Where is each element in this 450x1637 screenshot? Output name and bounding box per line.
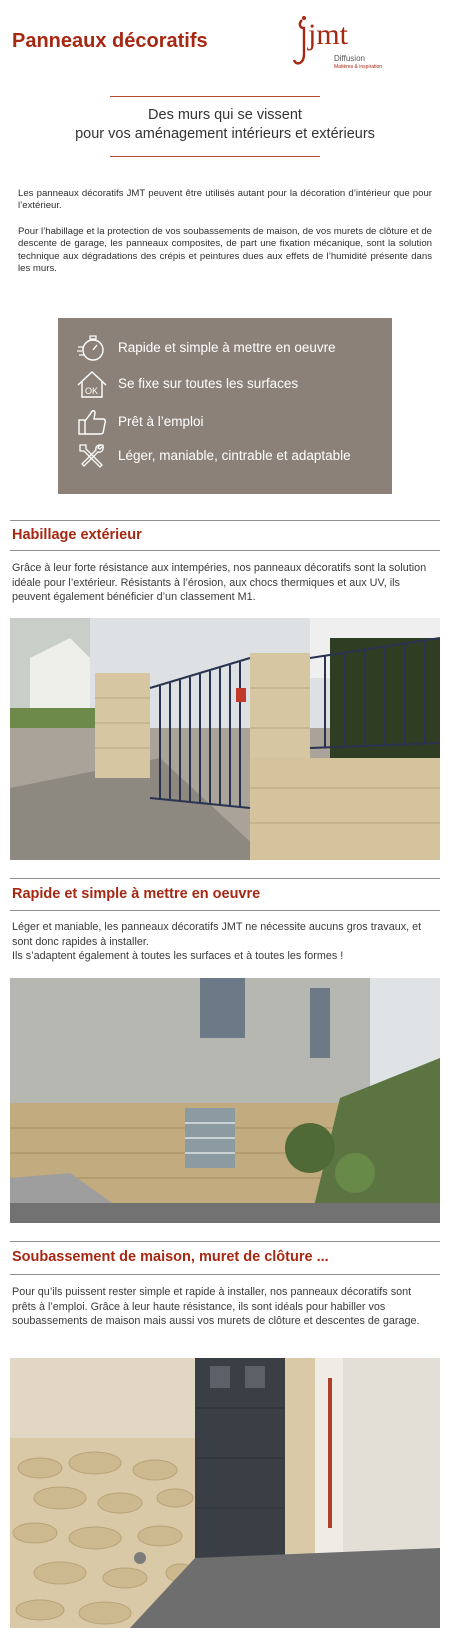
section-1-top-rule [10,520,440,521]
photo-garage-base [10,1358,440,1628]
tagline-line-1: Des murs qui se vissent [148,107,302,123]
tools-icon [76,441,108,471]
jmt-logo[interactable] [292,14,402,74]
feature-label: Prêt à l’emploi [118,414,204,429]
photo-exterior-gate [10,618,440,860]
feature-label: Se fixe sur toutes les surfaces [118,376,299,391]
section-3-text: Pour qu’ils puissent rester simple et rapide à installer, nos panneaux décoratifs sont prêts à l’emploi. Grâce à leur haute résistance, ils sont idéals pour habiller vos soubassements de maison mais aussi vos murets de clôture et descentes de garage. [12,1286,420,1328]
logo-name: Diffusion [334,54,365,63]
features-box [58,318,392,494]
feature-item-surfaces [58,366,392,402]
logo-text: jmt [308,18,349,51]
section-1-text: Grâce à leur forte résistance aux intempéries, nos panneaux décoratifs sont la solution idéale pour l’extérieur. Résistants à l’érosion, aux chocs thermiques et aux UV, ils peuvent également bénéficier d’un classement M1. [12,562,427,604]
feature-item-ready [58,404,392,440]
page-title: Panneaux décoratifs [12,30,208,52]
section-3-title: Soubassement de maison, muret de clôture ... [12,1249,329,1265]
page-header [0,0,450,84]
section-1-title: Habillage extérieur [12,527,142,543]
section-2-bottom-rule [10,910,440,911]
feature-item-light [58,438,392,474]
section-2-title: Rapide et simple à mettre en oeuvre [12,886,261,902]
feature-label: Rapide et simple à mettre en oeuvre [118,340,336,355]
tagline-bottom-rule [110,156,320,157]
section-3-top-rule [10,1241,440,1242]
ok-text: OK [85,386,99,396]
tagline-line-2: pour vos aménagement intérieurs et extérieurs [75,126,375,142]
section-3-bottom-rule [10,1274,440,1275]
tagline-top-rule [110,96,320,97]
section-2-text-2: Ils s’adaptent également à toutes les surfaces et à toutes les formes ! [12,950,344,962]
intro-paragraph-1: Les panneaux décoratifs JMT peuvent être utilisés autant pour la décoration d’intérieur que pour l’extérieur. [18,188,432,212]
feature-item-quick [58,330,392,366]
intro-paragraph-2: Pour l’habillage et la protection de vos soubassements de maison, de vos murets de clôture et de descente de garage, les panneaux composites, de part une fixation mécanique, sont la solution technique aux dégradations des crépis et peintures dues aux effets de l’humidité présente dans les murs. [18,226,432,275]
thumbs-up-icon [76,407,108,437]
section-2-text-1: Léger et maniable, les panneaux décoratifs JMT ne nécessite aucuns gros travaux, et sont donc rapides à installer. [12,921,422,948]
tagline [0,106,450,144]
photo-house-base [10,978,440,1223]
section-1-bottom-rule [10,550,440,551]
stopwatch-icon [76,333,108,363]
section-2-top-rule [10,878,440,879]
logo-tagline: Matières & inspiration [334,64,383,70]
feature-label: Léger, maniable, cintrable et adaptable [118,448,351,463]
house-ok-icon [76,369,108,399]
